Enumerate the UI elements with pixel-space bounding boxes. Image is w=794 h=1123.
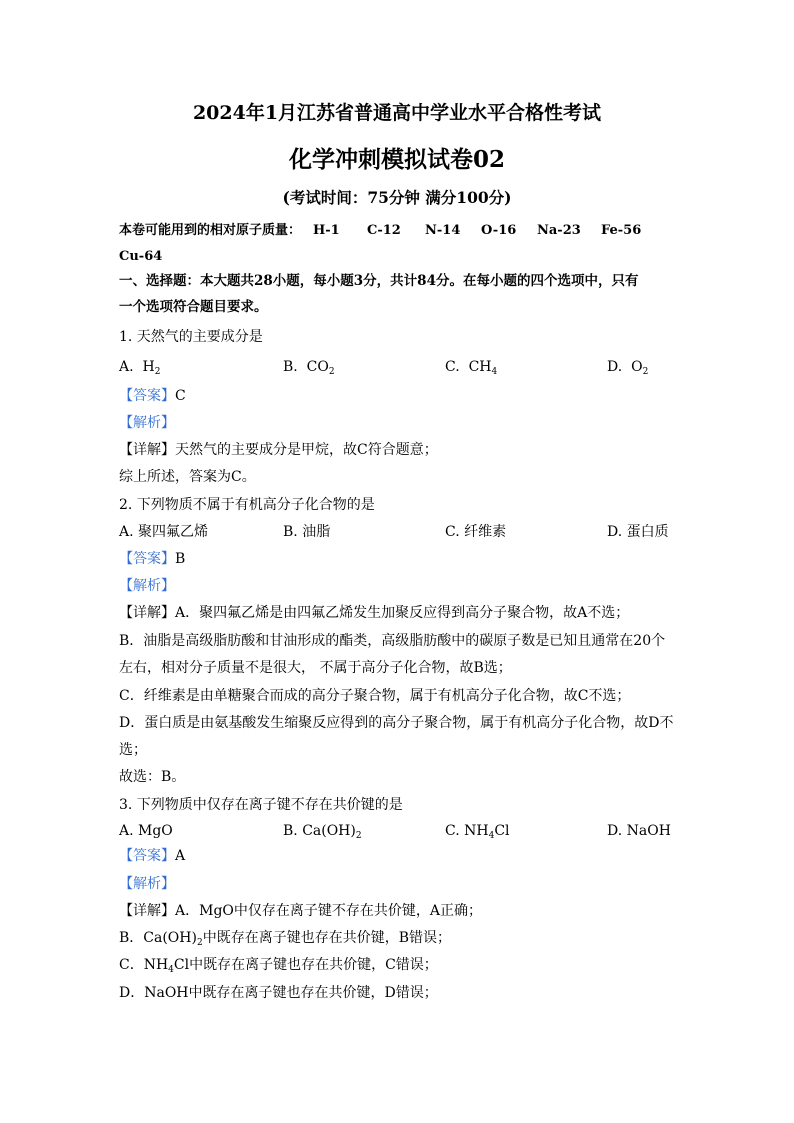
question-1-summary: 综上所述，答案为C。 [119, 469, 256, 485]
question-3-option-a: A. MgO [119, 823, 173, 839]
question-3-detail-d: D．NaOH中既存在离子键也存在共价键，D错误； [119, 985, 438, 1001]
atomic-mass-line [119, 222, 301, 240]
question-1-analysis-tag: 【解析】 [119, 415, 175, 431]
atomic-mass-item: Na-23 [537, 223, 581, 238]
question-1-option-b: B. $CO_2$ [283, 359, 335, 377]
question-2-stem: 2. 下列物质不属于有机高分子化合物的是 [119, 497, 375, 513]
question-2-option-a: A. 聚四氟乙烯 [119, 524, 209, 540]
question-2-option-b: B. 油脂 [283, 524, 331, 540]
question-3-analysis-tag: 【解析】 [119, 876, 175, 892]
atomic-mass-label: 本卷可能用到的相对原子质量： [119, 223, 302, 238]
section-heading: 一、选择题：本大题共28小题，每小题3分，共计84分。在每小题的四个选项中，只有 [119, 273, 639, 289]
question-2-detail-b: B．油脂是高级脂肪酸和甘油形成的酯类，高级脂肪酸中的碳原子数是已知且通常在20个 [119, 633, 666, 649]
question-3-option-b: B. $Ca(OH)_2$ [283, 823, 362, 841]
answer-tag: 【答案】 [119, 848, 175, 864]
question-1-answer: 【答案】C [119, 388, 186, 404]
question-2-detail-c: C．纤维素是由单糖聚合而成的高分子聚合物，属于有机高分子化合物，故C不选； [119, 688, 631, 704]
question-3-answer: 【答案】A [119, 848, 186, 864]
question-3-detail-c: C．$NH_4Cl$中既存在离子键也存在共价键，C错误； [119, 957, 438, 975]
answer-tag: 【答案】 [119, 551, 175, 567]
question-2-detail-d-cont: 选； [119, 742, 147, 758]
question-1-detail: 【详解】天然气的主要成分是甲烷，故C符合题意； [119, 442, 438, 458]
question-3-stem: 3. 下列物质中仅存在离子键不存在共价键的是 [119, 797, 403, 813]
question-3-option-c: C. $NH_4Cl$ [445, 823, 510, 841]
question-2-option-c: C. 纤维素 [445, 524, 507, 540]
detail-tag: 【详解】 [119, 903, 175, 919]
question-3-detail-b: B．$Ca(OH)_2$中既存在离子键也存在共价键，B错误； [119, 930, 451, 948]
question-2-detail-d: D．蛋白质是由氨基酸发生缩聚反应得到的高分子聚合物，属于有机高分子化合物，故D不 [119, 715, 674, 731]
atomic-mass-item: Fe-56 [601, 223, 642, 238]
question-3-detail-a: 【详解】A．MgO中仅存在离子键不存在共价键，A正确； [119, 903, 482, 919]
exam-subtitle: 化学冲刺模拟试卷02 [288, 146, 505, 173]
atomic-mass-item: C-12 [367, 223, 401, 238]
question-3-option-d: D. NaOH [607, 823, 671, 839]
question-1-stem: 1. 天然气的主要成分是 [119, 329, 263, 345]
question-2-analysis-tag: 【解析】 [119, 578, 175, 594]
section-heading-cont: 一个选项符合题目要求。 [119, 299, 268, 315]
question-2-option-d: D. 蛋白质 [607, 524, 669, 540]
question-1-option-c: C. $CH_4$ [445, 359, 498, 377]
exam-title: 2024年1月江苏省普通高中学业水平合格性考试 [192, 102, 602, 124]
question-2-conclusion: 故选：B。 [119, 769, 186, 785]
question-2-detail-a: 【详解】A．聚四氟乙烯是由四氟乙烯发生加聚反应得到高分子聚合物，故A不选； [119, 605, 630, 621]
answer-tag: 【答案】 [119, 388, 175, 404]
atomic-mass-item: N-14 [425, 223, 461, 238]
question-2-detail-b-cont: 左右，相对分子质量不是很大， 不属于高分子化合物，故B选； [119, 660, 512, 676]
detail-tag: 【详解】 [119, 442, 175, 458]
atomic-mass-item: O-16 [481, 223, 517, 238]
atomic-mass-item: H-1 [313, 223, 340, 238]
question-1-option-d: D. $O_2$ [607, 359, 649, 377]
detail-tag: 【详解】 [119, 605, 175, 621]
question-1-option-a: A. $H_2$ [119, 359, 161, 377]
question-2-answer: 【答案】B [119, 551, 186, 567]
exam-time-info: (考试时间：75分钟 满分100分) [282, 188, 512, 207]
atomic-mass-item: Cu-64 [119, 249, 163, 264]
